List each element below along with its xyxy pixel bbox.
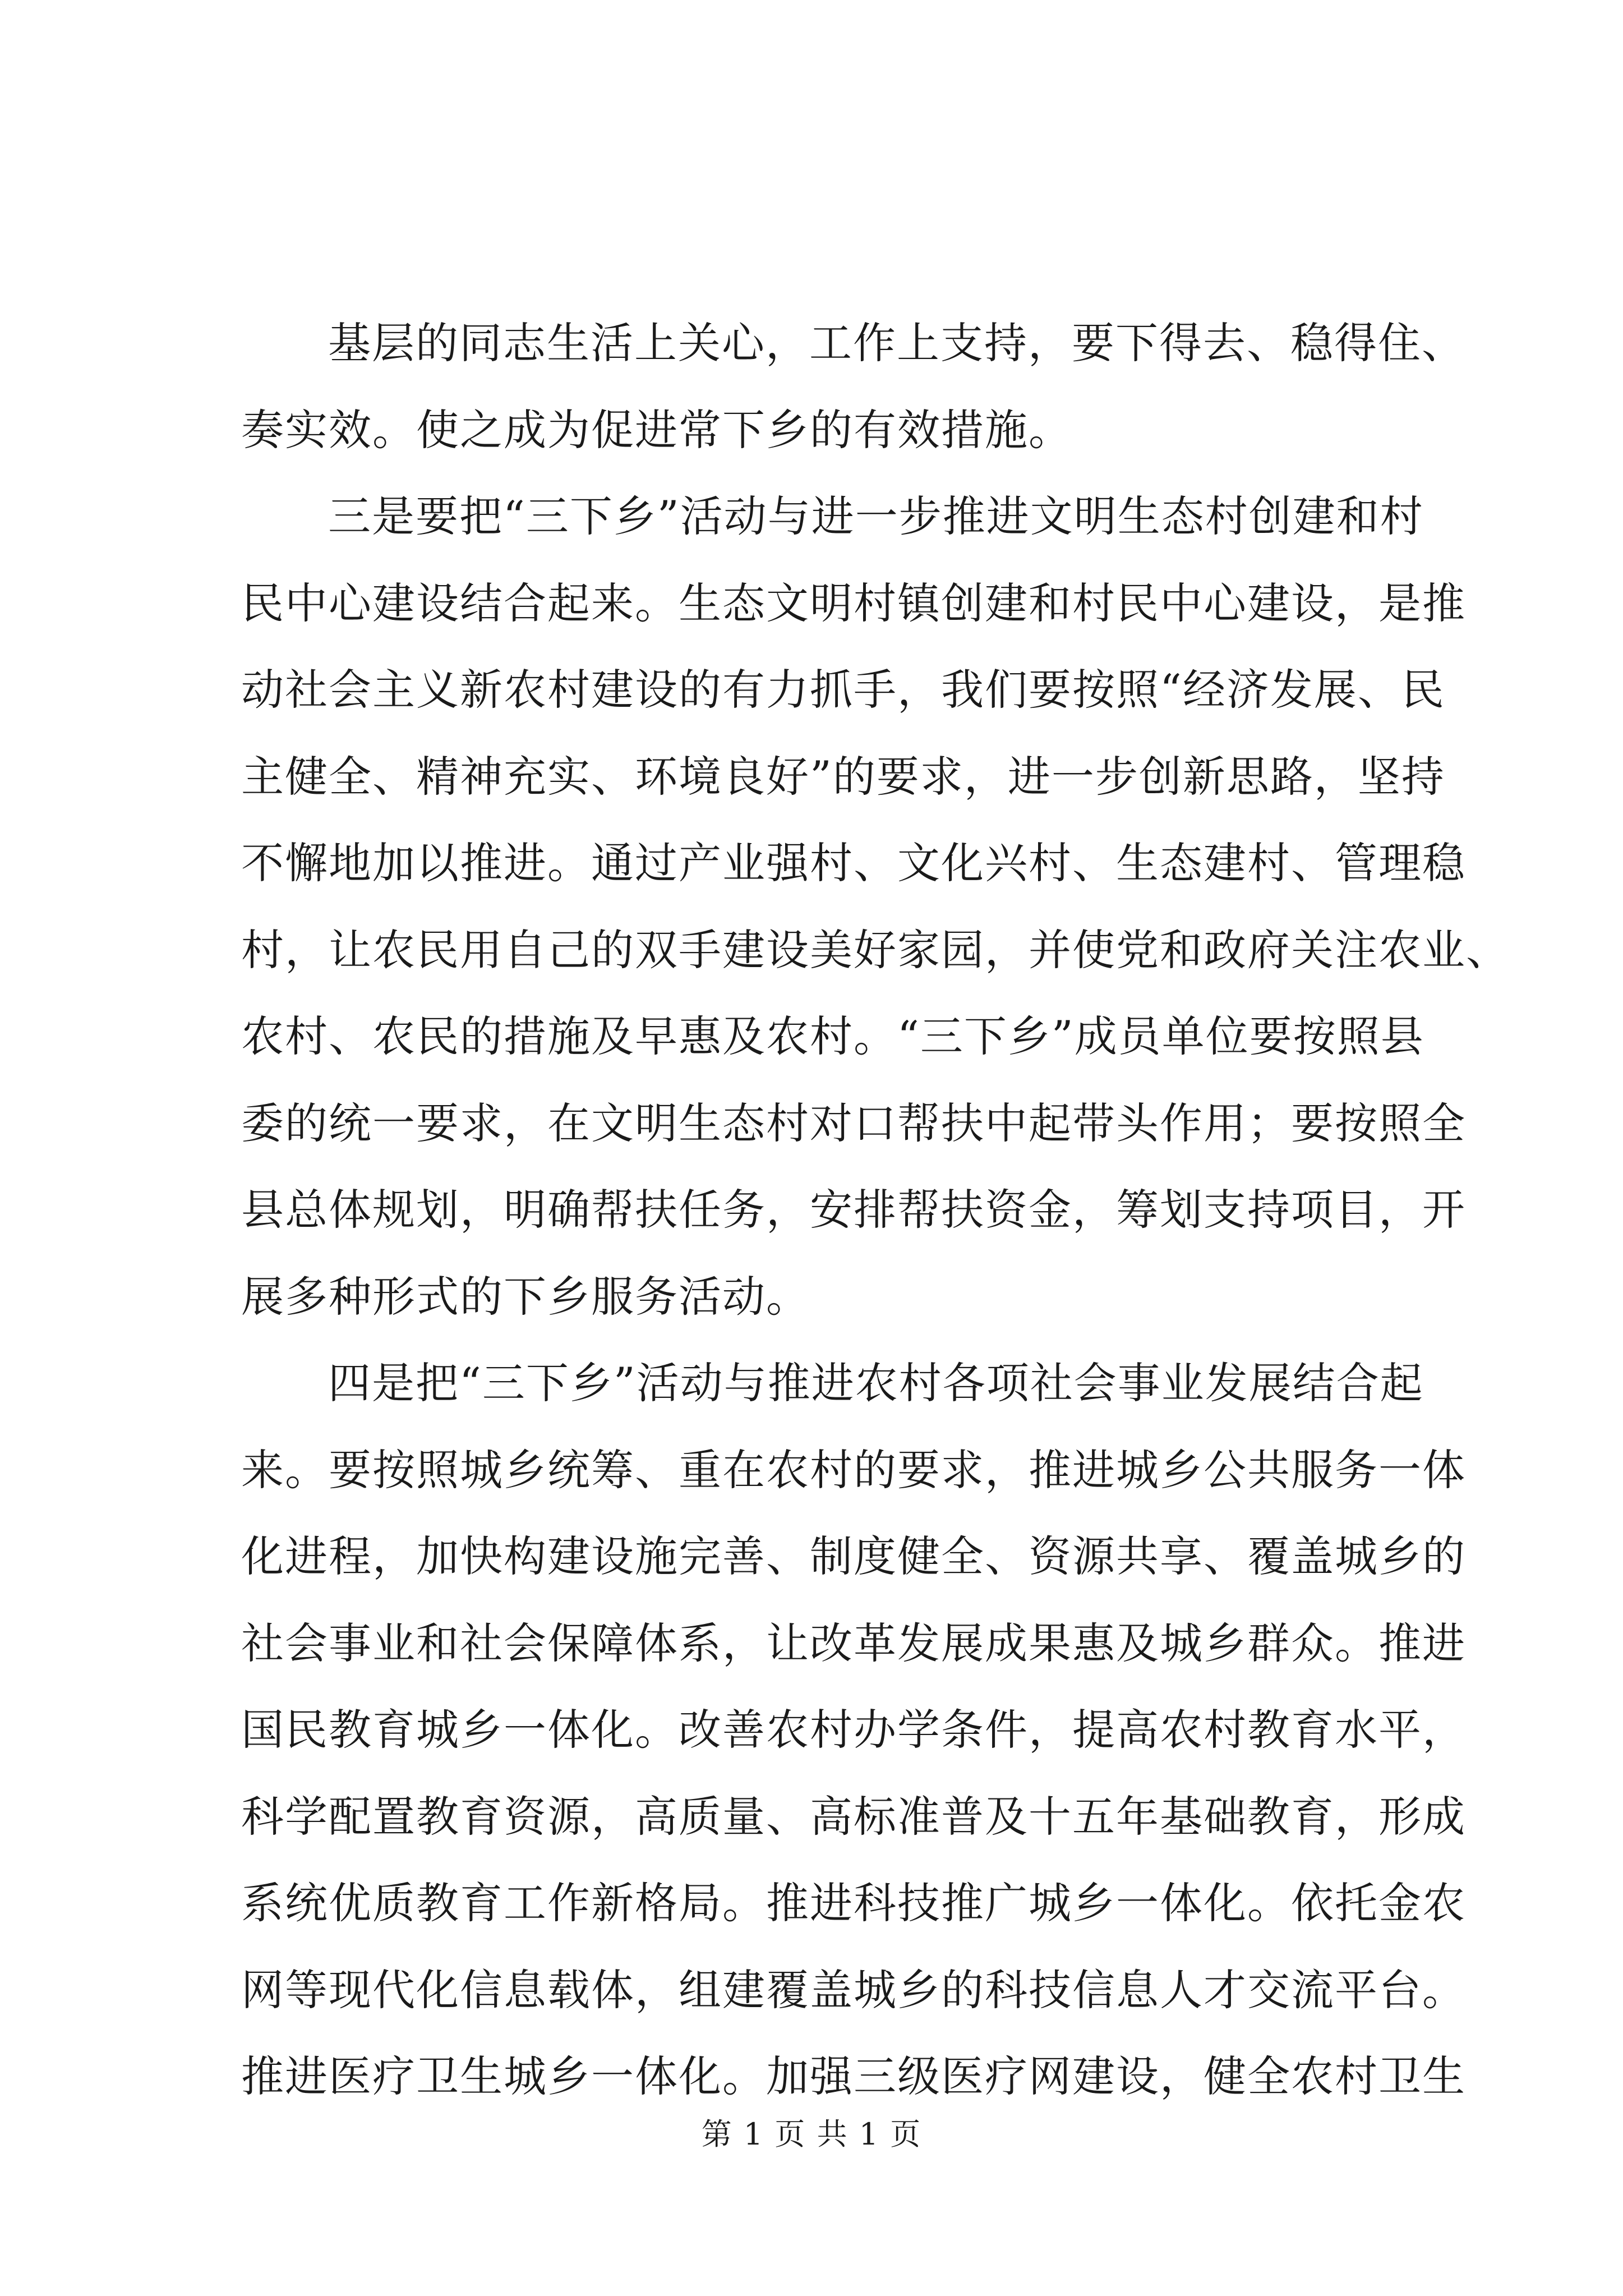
text-line-15: 化进程，加快构建设施完善、制度健全、资源共享、覆盖城乡的	[241, 1531, 1466, 1581]
text-line-6: 主健全、精神充实、环境良好”的要求，进一步创新思路，坚持	[241, 751, 1445, 802]
text-line-16: 社会事业和社会保障体系，让改革发展成果惠及城乡群众。推进	[241, 1618, 1466, 1668]
text-line-5: 动社会主义新农村建设的有力抓手，我们要按照“经济发展、民	[241, 665, 1445, 715]
text-line-1: 基层的同志生活上关心，工作上支持，要下得去、稳得住、	[328, 318, 1465, 368]
page-number-footer: 第 1 页 共 1 页	[701, 2116, 922, 2152]
text-line-2: 奏实效。使之成为促进常下乡的有效措施。	[241, 404, 1072, 455]
text-line-11: 县总体规划，明确帮扶任务，安排帮扶资金，筹划支持项目，开	[241, 1185, 1466, 1235]
text-line-7: 不懈地加以推进。通过产业强村、文化兴村、生态建村、管理稳	[241, 838, 1466, 888]
text-line-4: 民中心建设结合起来。生态文明村镇创建和村民中心建设，是推	[241, 578, 1466, 628]
text-line-20: 网等现代化信息载体，组建覆盖城乡的科技信息人才交流平台。	[241, 1964, 1466, 2015]
text-line-8: 村，让农民用自己的双手建设美好家园，并使党和政府关注农业、	[241, 924, 1510, 975]
text-line-19: 系统优质教育工作新格局。推进科技推广城乡一体化。依托金农	[241, 1878, 1466, 1928]
text-line-21: 推进医疗卫生城乡一体化。加强三级医疗网建设，健全农村卫生	[241, 2051, 1466, 2101]
text-line-10: 委的统一要求，在文明生态村对口帮扶中起带头作用；要按照全	[241, 1098, 1466, 1148]
text-line-14: 来。要按照城乡统筹、重在农村的要求，推进城乡公共服务一体	[241, 1444, 1466, 1495]
text-line-12: 展多种形式的下乡服务活动。	[241, 1271, 810, 1322]
document-body	[241, 300, 1510, 2120]
text-line-18: 科学配置教育资源，高质量、高标准普及十五年基础教育，形成	[241, 1791, 1466, 1842]
text-line-9: 农村、农民的措施及早惠及农村。“三下乡”成员单位要按照县	[241, 1011, 1424, 1061]
text-line-3: 三是要把“三下乡”活动与进一步推进文明生态村创建和村	[328, 491, 1424, 541]
text-line-13: 四是把“三下乡”活动与推进农村各项社会事业发展结合起	[328, 1358, 1424, 1408]
text-line-17: 国民教育城乡一体化。改善农村办学条件，提高农村教育水平，	[241, 1705, 1466, 1755]
